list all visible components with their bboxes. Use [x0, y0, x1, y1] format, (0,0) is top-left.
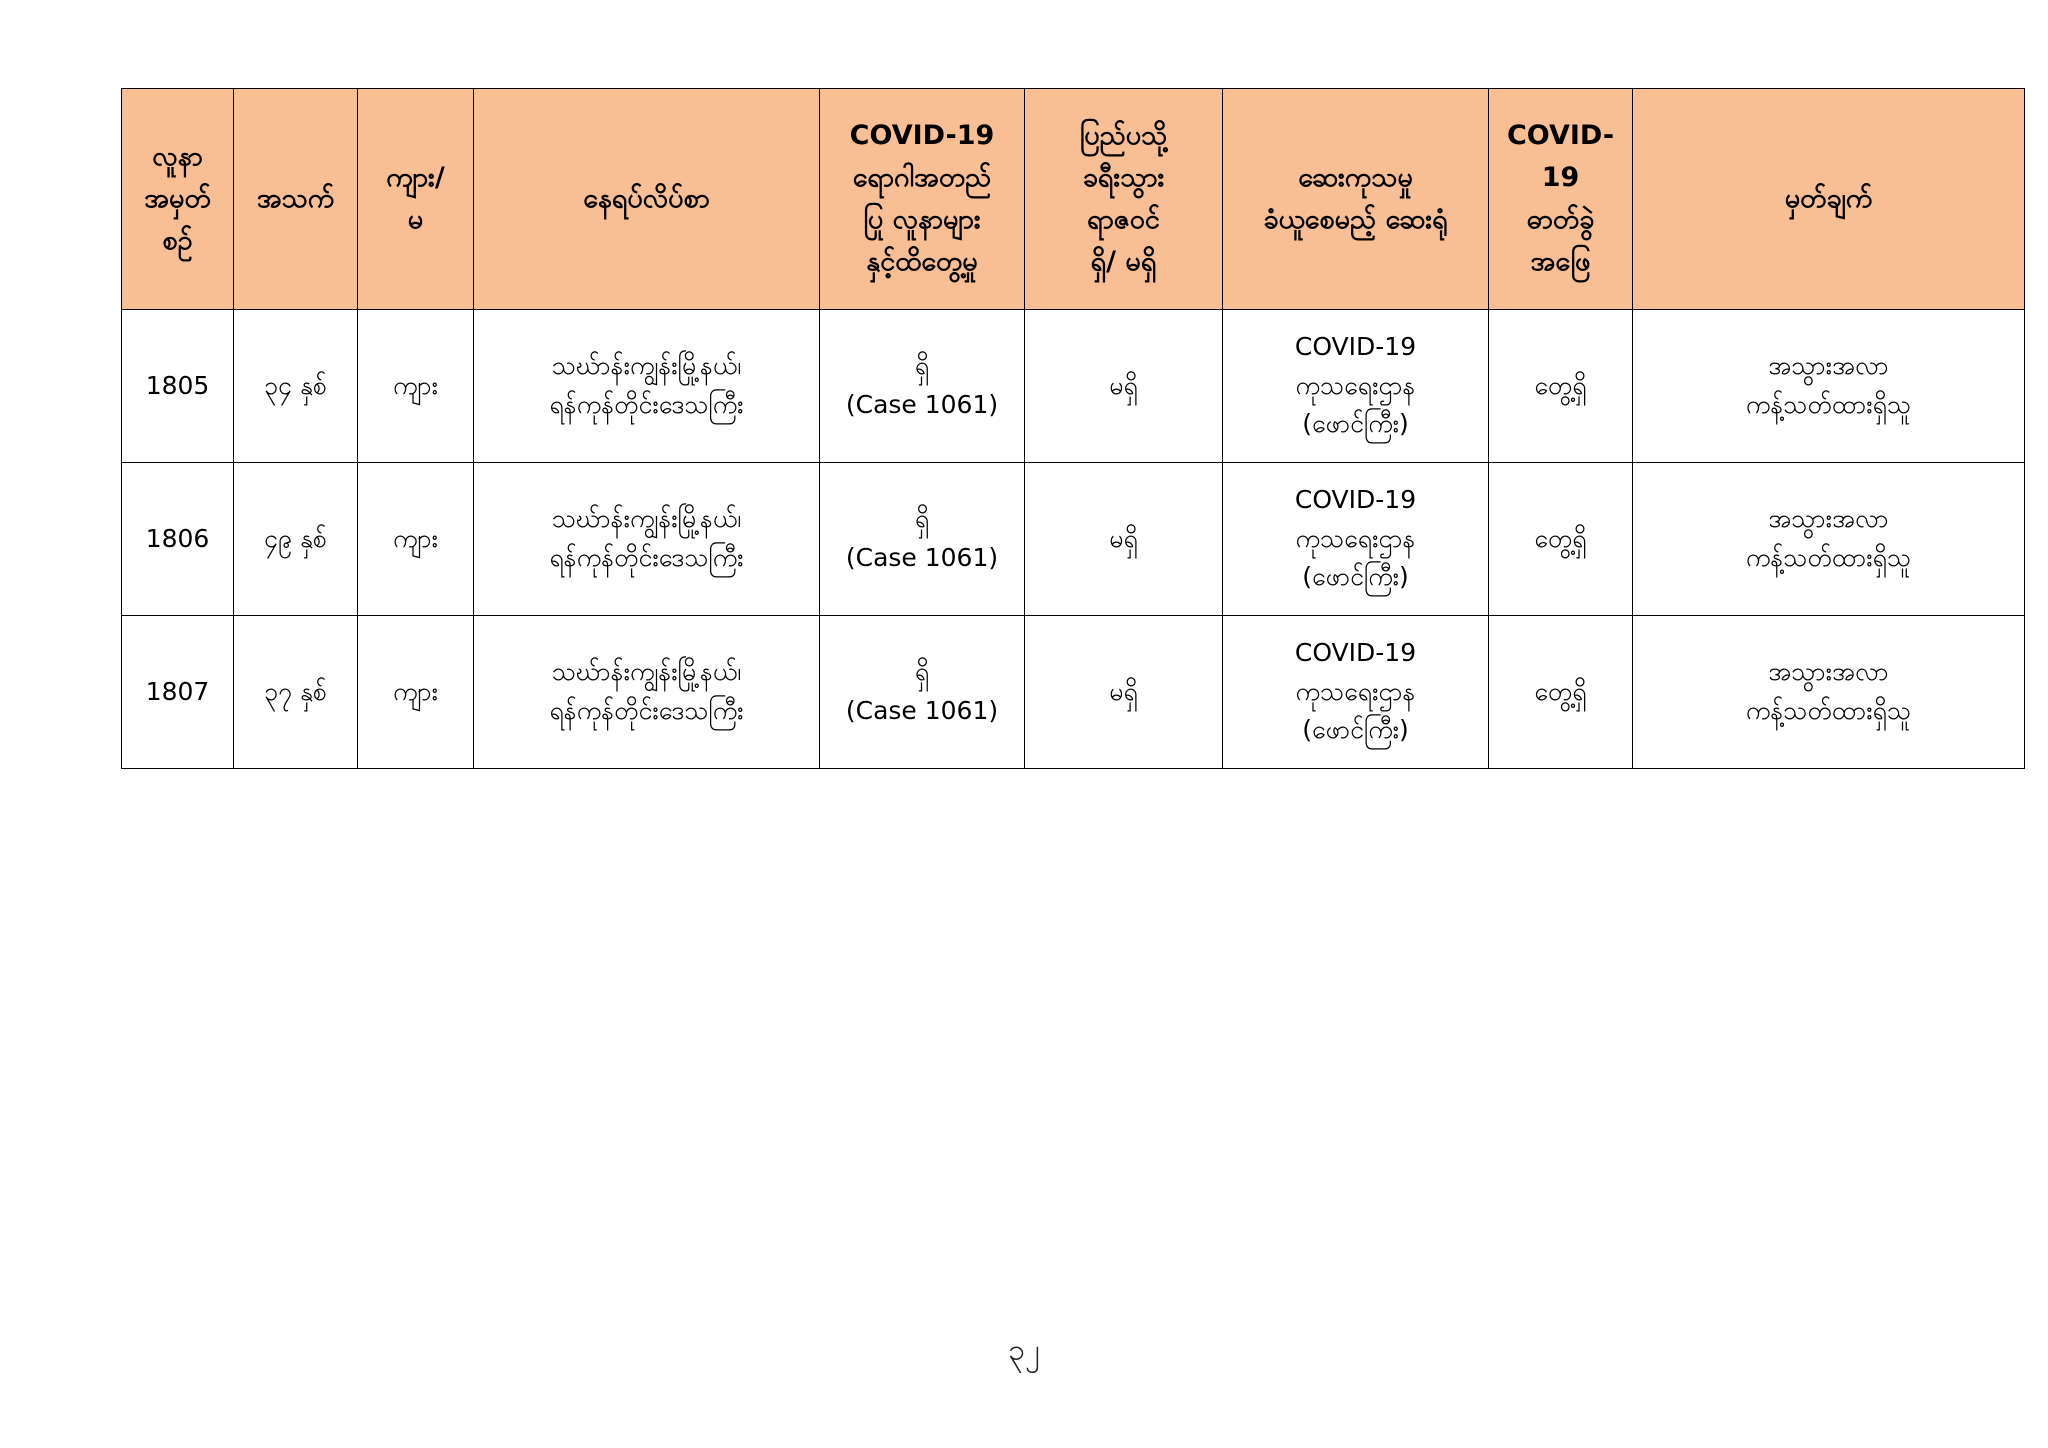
header-line: ဆေးကုသမှု	[1298, 162, 1413, 194]
header-lab-result	[1489, 89, 1633, 310]
header-hospital	[1223, 89, 1489, 310]
cell-line: (Case 1061)	[845, 543, 999, 572]
case-number-cell: 1806	[122, 463, 234, 616]
cell-line: သဃ်ာန်းကျွန်းမြို့နယ်၊	[551, 504, 742, 534]
header-line: လူနာ	[152, 141, 203, 173]
header-contact	[820, 89, 1025, 310]
header-line: ရာဇဝင်	[1087, 204, 1160, 235]
header-line: ရှိ/ မရှိ	[1090, 245, 1157, 277]
header-line: ပြု လူနာများ	[863, 204, 981, 235]
sex-cell: ကျား	[358, 310, 474, 463]
travel-history-cell: မရှိ	[1025, 463, 1223, 616]
header-line: နေရပ်လိပ်စာ	[583, 183, 710, 215]
table-row	[122, 616, 2025, 769]
cell-line: ကုသရေးဌာန	[1295, 370, 1416, 400]
hospital-cell	[1223, 463, 1489, 616]
cell-line: ကန့်သတ်ထားရှိသူ	[1745, 543, 1912, 572]
table-header-row	[122, 89, 2025, 310]
case-number-cell: 1805	[122, 310, 234, 463]
address-cell	[474, 310, 820, 463]
header-line: မ	[407, 204, 424, 235]
lab-result-cell: တွေ့ရှိ	[1489, 310, 1633, 463]
cell-line: အသွားအလာ	[1768, 351, 1889, 381]
age-cell: ၃၇ နှစ်	[234, 616, 358, 769]
cell-line: သဃ်ာန်းကျွန်းမြို့နယ်၊	[551, 657, 742, 687]
header-line: နှင့်ထိတွေ့မှု	[866, 245, 978, 277]
header-line: COVID-19	[849, 120, 995, 152]
header-line: 19	[1541, 162, 1580, 194]
hospital-cell	[1223, 310, 1489, 463]
contact-cell	[820, 616, 1025, 769]
age-cell: ၄၉ နှစ်	[234, 463, 358, 616]
address-cell	[474, 616, 820, 769]
cell-line: ကန့်သတ်ထားရှိသူ	[1745, 390, 1912, 419]
cell-line: ကန့်သတ်ထားရှိသူ	[1745, 696, 1912, 725]
header-line: ကျား/	[386, 162, 445, 194]
header-line: ရောဂါအတည်	[852, 162, 992, 194]
remarks-cell	[1633, 310, 2025, 463]
case-number-cell: 1807	[122, 616, 234, 769]
cell-line: (ဖောင်ကြီး)	[1302, 409, 1409, 439]
cell-line: (ဖောင်ကြီး)	[1302, 562, 1409, 592]
address-cell	[474, 463, 820, 616]
cell-line: ရန်ကုန်တိုင်းဒေသကြီး	[549, 543, 744, 572]
header-line: ခံယူစေမည့် ဆေးရုံ	[1263, 204, 1448, 235]
header-line: အမှတ်	[144, 183, 211, 215]
cell-line: ရန်ကုန်တိုင်းဒေသကြီး	[549, 696, 744, 725]
cell-line: (Case 1061)	[845, 696, 999, 725]
cell-line: အသွားအလာ	[1768, 504, 1889, 534]
header-line: ပြည်ပသို့	[1079, 120, 1168, 152]
sex-cell: ကျား	[358, 616, 474, 769]
hospital-cell	[1223, 616, 1489, 769]
cell-line: ရှိ	[914, 351, 930, 381]
sex-cell: ကျား	[358, 463, 474, 616]
cell-line: COVID-19	[1294, 637, 1417, 667]
header-sex	[358, 89, 474, 310]
page-number: ၃၂	[1008, 1333, 1040, 1368]
header-line: အသက်	[256, 183, 335, 215]
cell-line: ရန်ကုန်တိုင်းဒေသကြီး	[549, 390, 744, 419]
cell-line: (ဖောင်ကြီး)	[1302, 715, 1409, 745]
header-age	[234, 89, 358, 310]
header-line: အဖြေ	[1530, 245, 1591, 277]
header-travel-history	[1025, 89, 1223, 310]
table-row	[122, 463, 2025, 616]
cell-line: COVID-19	[1294, 331, 1417, 361]
table-row	[122, 310, 2025, 463]
cell-line: သဃ်ာန်းကျွန်းမြို့နယ်၊	[551, 351, 742, 381]
header-remarks	[1633, 89, 2025, 310]
cell-line: အသွားအလာ	[1768, 657, 1889, 687]
cell-line: ရှိ	[914, 657, 930, 687]
contact-cell	[820, 310, 1025, 463]
age-cell: ၃၄ နှစ်	[234, 310, 358, 463]
header-line: စဉ်	[162, 224, 193, 256]
header-line: ဓာတ်ခွဲ	[1526, 204, 1595, 235]
travel-history-cell: မရှိ	[1025, 616, 1223, 769]
cell-line: ကုသရေးဌာန	[1295, 676, 1416, 706]
cell-line: (Case 1061)	[845, 390, 999, 419]
travel-history-cell: မရှိ	[1025, 310, 1223, 463]
cell-line: COVID-19	[1294, 484, 1417, 514]
covid-cases-table	[121, 88, 2025, 769]
cell-line: ကုသရေးဌာန	[1295, 523, 1416, 553]
lab-result-cell: တွေ့ရှိ	[1489, 616, 1633, 769]
remarks-cell	[1633, 463, 2025, 616]
contact-cell	[820, 463, 1025, 616]
header-line: မှတ်ချက်	[1784, 183, 1873, 215]
header-line: COVID-	[1506, 120, 1615, 152]
lab-result-cell: တွေ့ရှိ	[1489, 463, 1633, 616]
header-address	[474, 89, 820, 310]
table-body	[122, 310, 2025, 769]
cell-line: ရှိ	[914, 504, 930, 534]
header-line: ခရီးသွား	[1082, 162, 1165, 194]
header-case-number	[122, 89, 234, 310]
remarks-cell	[1633, 616, 2025, 769]
